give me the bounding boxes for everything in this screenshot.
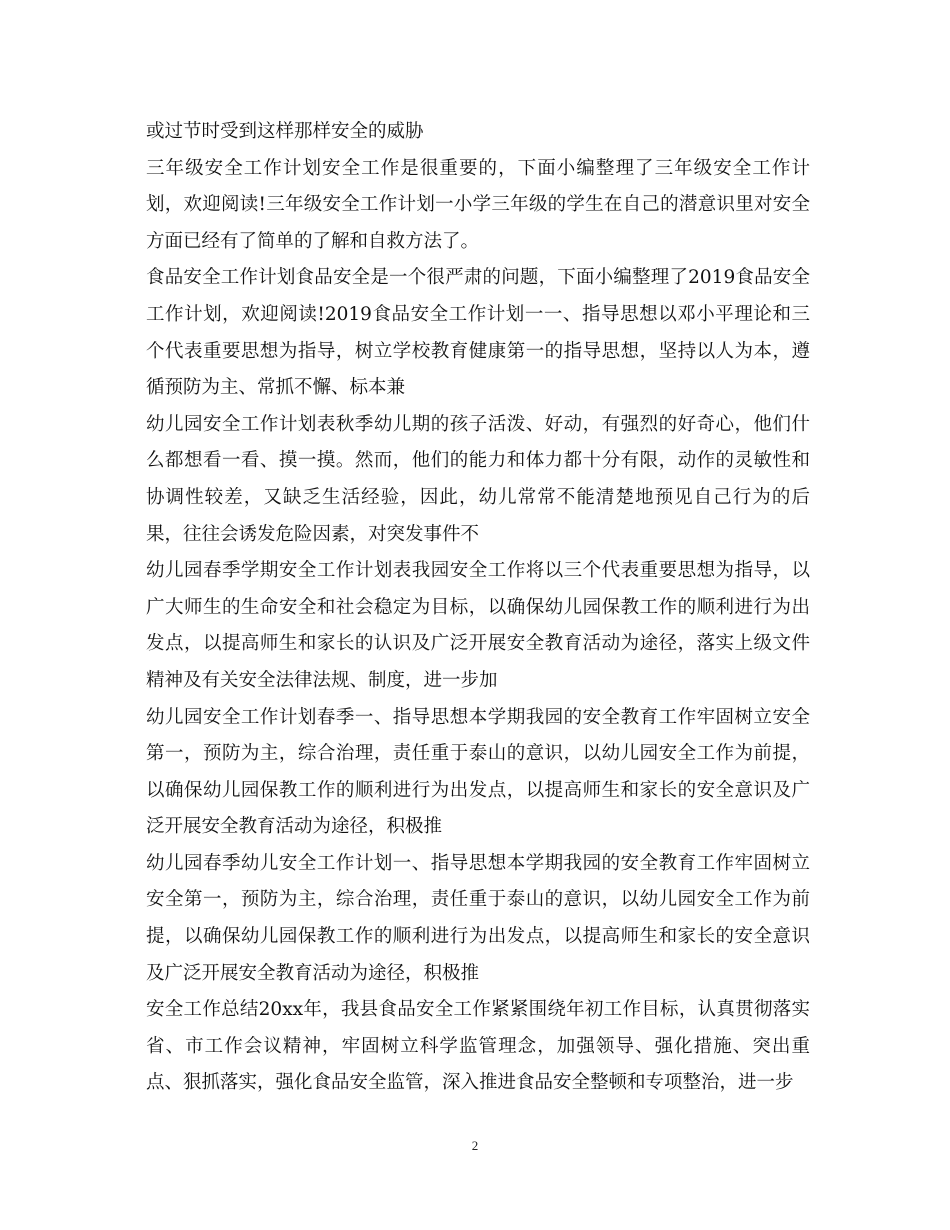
paragraph-kindergarten-spring-plan: 幼儿园安全工作计划春季一、指导思想本学期我园的安全教育工作牢固树立安全第一，预防为主，综合治理，责任重于泰山的意识，以幼儿园安全工作为前提，以确保幼儿园保教工作的顺利进行为出发点，以提高师生和家长的安全意识及广泛开展安全教育活动为途径，积极推: [146, 706, 810, 838]
paragraph-food-safety-plan: 食品安全工作计划食品安全是一个很严肃的问题，下面小编整理了2019食品安全工作计划，欢迎阅读!2019食品安全工作计划一一、指导思想以邓小平理论和三个代表重要思想为指导，树立学校教育健康第一的指导思想，坚持以人为本，遵循预防为主、常抓不懈、标本兼: [146, 267, 810, 399]
page-number: 2: [471, 1138, 479, 1153]
paragraph-grade-three-safety-plan: 三年级安全工作计划安全工作是很重要的，下面小编整理了三年级安全工作计划，欢迎阅读!三年级安全工作计划一小学三年级的学生在自己的潜意识里对安全方面已经有了简单的了解和自救方法了。: [146, 157, 810, 252]
paragraph-intro-fragment: 或过节时受到这样那样安全的威胁: [146, 121, 424, 142]
paragraph-kindergarten-spring-child-plan: 幼儿园春季幼儿安全工作计划一、指导思想本学期我园的安全教育工作牢固树立安全第一，预防为主，综合治理，责任重于泰山的意识，以幼儿园安全工作为前提，以确保幼儿园保教工作的顺利进行为出发点，以提高师生和家长的安全意识及广泛开展安全教育活动为途径，积极推: [146, 852, 810, 984]
document-body: [146, 114, 810, 1102]
paragraph-kindergarten-spring-term-plan: 幼儿园春季学期安全工作计划表我园安全工作将以三个代表重要思想为指导，以广大师生的生命安全和社会稳定为目标，以确保幼儿园保教工作的顺利进行为出发点，以提高师生和家长的认识及广泛开展安全教育活动为途径，落实上级文件精神及有关安全法律法规、制度，进一步加: [146, 560, 810, 691]
paragraph-safety-work-summary: 安全工作总结20xx年，我县食品安全工作紧紧围绕年初工作目标，认真贯彻落实省、市工作会议精神，牢固树立科学监管理念，加强领导、强化措施、突出重点、狠抓落实，强化食品安全监管，深入推进食品安全整顿和专项整治，进一步: [146, 999, 810, 1094]
paragraph-kindergarten-autumn-plan: 幼儿园安全工作计划表秋季幼儿期的孩子活泼、好动，有强烈的好奇心，他们什么都想看一看、摸一摸。然而，他们的能力和体力都十分有限，动作的灵敏性和协调性较差，又缺乏生活经验，因此，幼儿常常不能清楚地预见自己行为的后果，往往会诱发危险因素，对突发事件不: [146, 413, 810, 545]
